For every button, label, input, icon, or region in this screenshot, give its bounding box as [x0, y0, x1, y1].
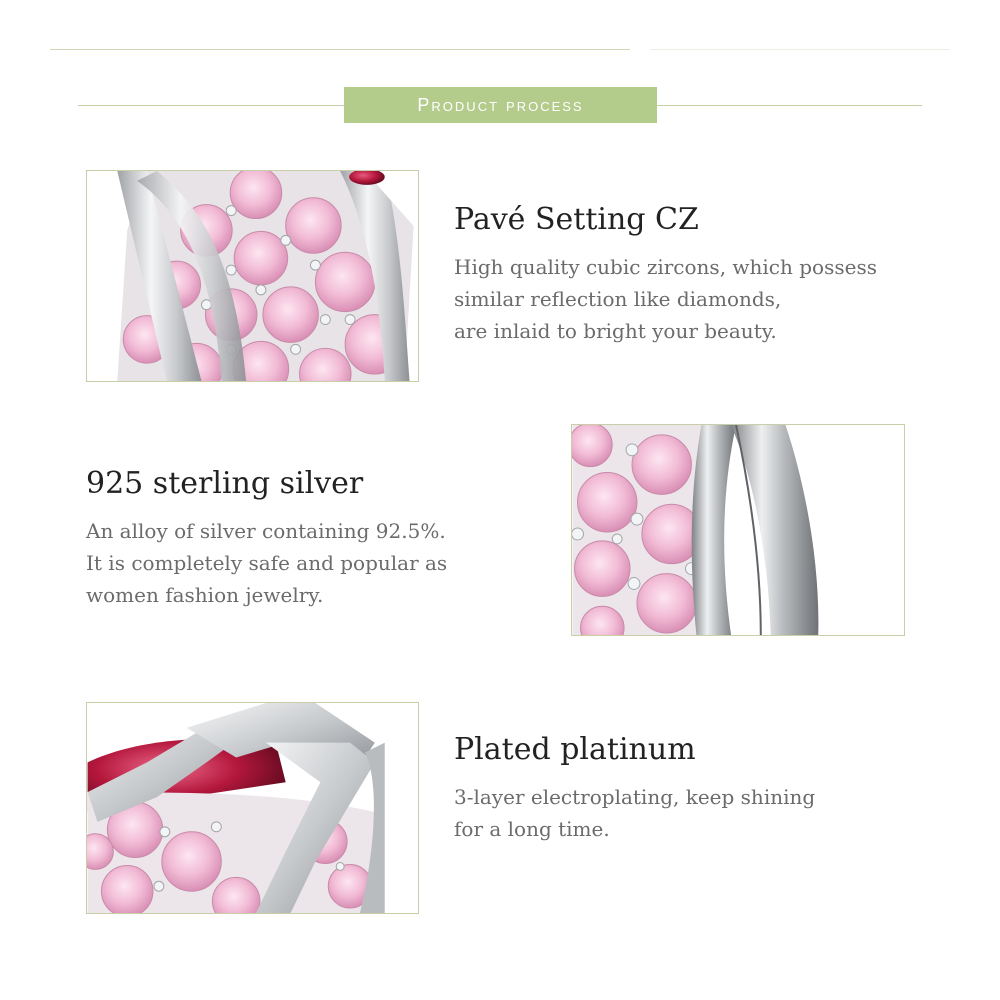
section-banner-label: Product process: [417, 95, 584, 115]
top-divider-left: [50, 49, 630, 50]
feature-title: 925 sterling silver: [86, 466, 364, 501]
feature-description-line: for a long time.: [454, 817, 610, 841]
pave-setting-illustration: [87, 171, 418, 381]
feature-pave-setting: [454, 202, 877, 347]
plated-platinum-illustration: [87, 703, 418, 913]
feature-sterling-silver: [86, 466, 447, 611]
feature-title: Plated platinum: [454, 732, 696, 767]
top-divider-right: [650, 49, 950, 50]
sterling-silver-photo: [571, 424, 905, 636]
banner-divider-right: [657, 105, 922, 106]
pave-setting-photo: [86, 170, 419, 382]
plated-platinum-photo: [86, 702, 419, 914]
feature-description-line: An alloy of silver containing 92.5%.: [86, 519, 446, 543]
feature-title: Pavé Setting CZ: [454, 202, 699, 237]
feature-description-line: High quality cubic zircons, which possess: [454, 255, 877, 279]
feature-description-line: 3-layer electroplating, keep shining: [454, 785, 816, 809]
feature-description-line: are inlaid to bright your beauty.: [454, 319, 777, 343]
banner-divider-left: [78, 105, 344, 106]
sterling-silver-illustration: [572, 425, 904, 635]
section-banner: [344, 87, 657, 123]
feature-description: [454, 251, 877, 347]
feature-description-line: It is completely safe and popular as: [86, 551, 448, 575]
feature-description: [86, 515, 447, 611]
feature-plated-platinum: [454, 732, 815, 845]
feature-description: [454, 781, 815, 845]
feature-description-line: women fashion jewelry.: [86, 583, 324, 607]
feature-description-line: similar reflection like diamonds,: [454, 287, 782, 311]
